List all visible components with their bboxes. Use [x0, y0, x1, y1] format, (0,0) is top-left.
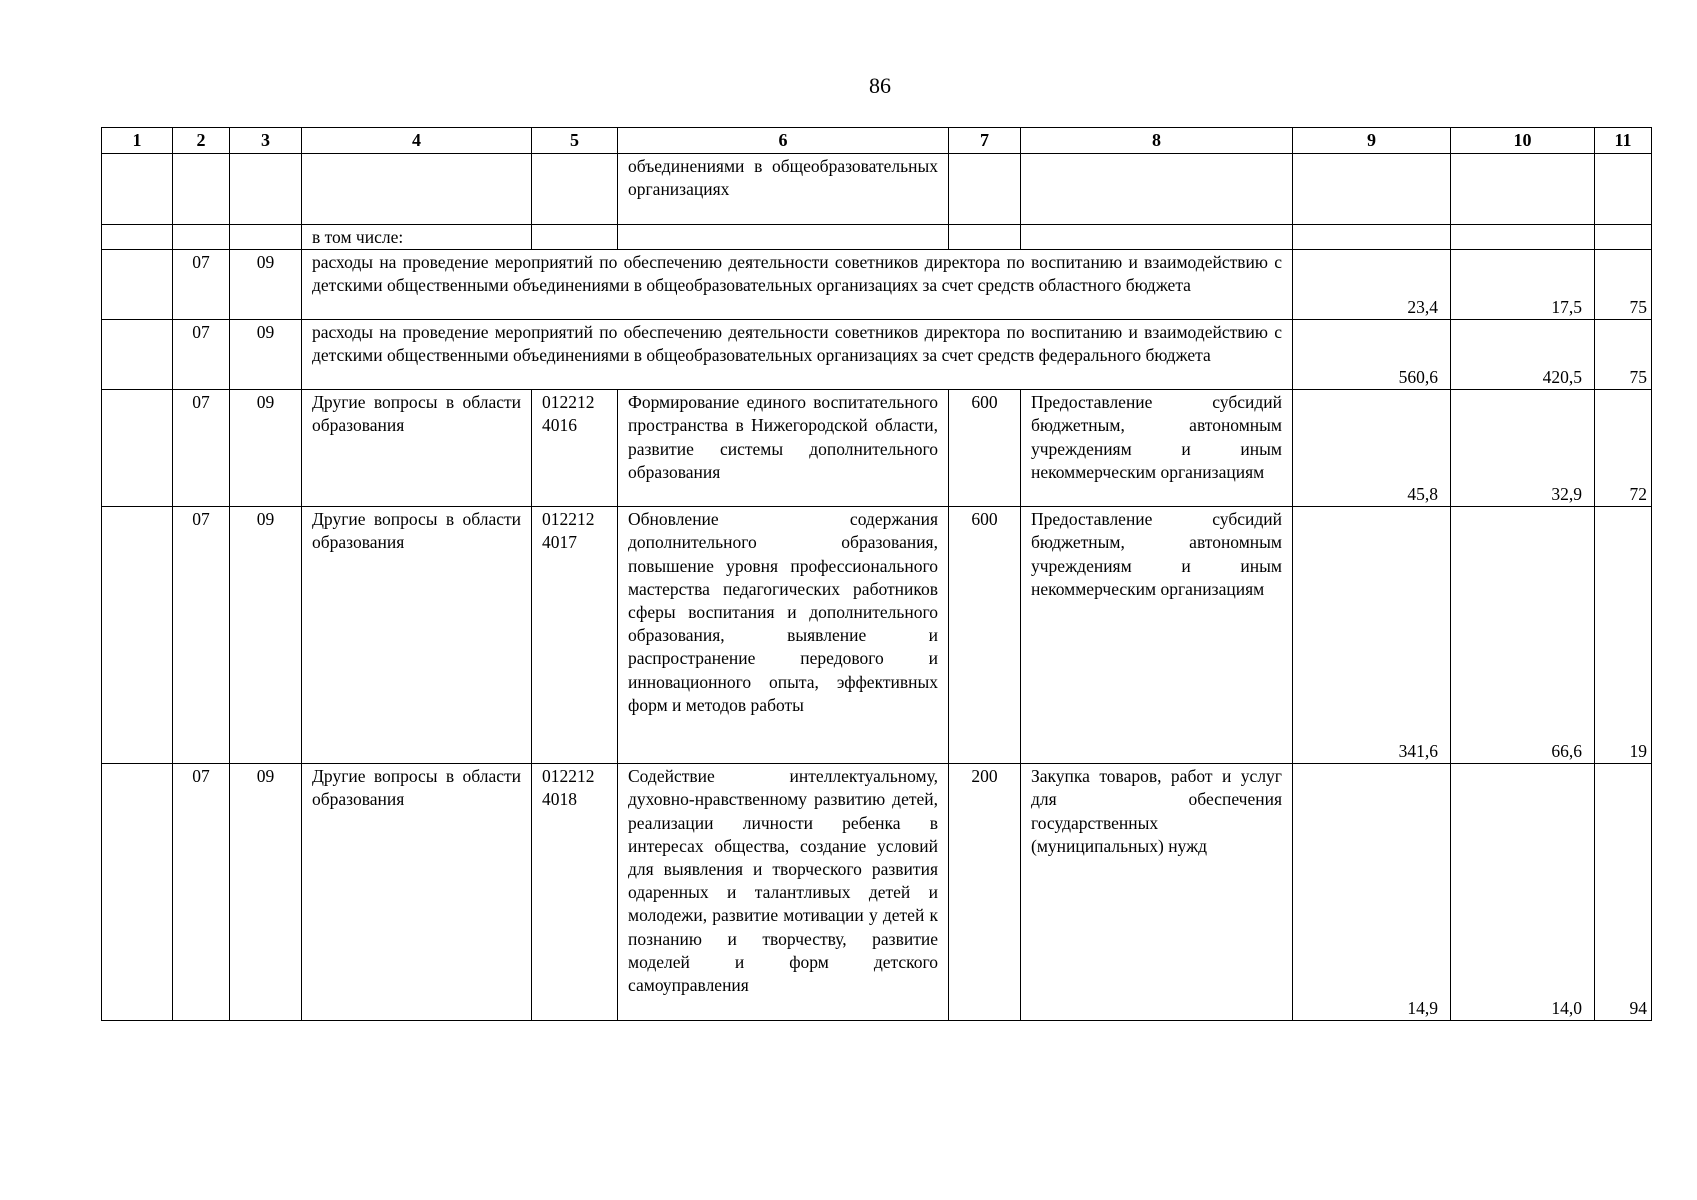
- target-code-cell: [532, 764, 618, 1021]
- table-row: [102, 250, 1652, 320]
- cell: [1021, 154, 1293, 225]
- value-col-9: 341,6: [1293, 507, 1451, 764]
- target-code-cell: [532, 507, 618, 764]
- target-code-part-1: 012212: [542, 509, 595, 530]
- value-col-10: 32,9: [1451, 390, 1595, 507]
- cell: [949, 154, 1021, 225]
- section-name-cell: Другие вопросы в области образования: [302, 764, 532, 1021]
- subsection-cell: 09: [230, 250, 302, 320]
- page-number: 86: [869, 73, 891, 98]
- cell: [1021, 225, 1293, 250]
- value-col-9: 45,8: [1293, 390, 1451, 507]
- cell: [102, 250, 173, 320]
- value-col-11: 19: [1595, 507, 1652, 764]
- table-row: [102, 154, 1652, 225]
- cell: [230, 225, 302, 250]
- cell: [102, 390, 173, 507]
- section-name-cell: Другие вопросы в области образования: [302, 390, 532, 507]
- section-cell: 07: [173, 320, 230, 390]
- value-col-10: 66,6: [1451, 507, 1595, 764]
- value-col-11: 94: [1595, 764, 1652, 1021]
- cell: [1293, 154, 1451, 225]
- table-row: [102, 225, 1652, 250]
- cell: [230, 154, 302, 225]
- cell: [949, 225, 1021, 250]
- purpose-cell: объединениями в общеобразовательных организациях: [618, 154, 949, 225]
- cell: [173, 154, 230, 225]
- target-code-cell: [532, 390, 618, 507]
- cell: [532, 154, 618, 225]
- expense-description-cell: расходы на проведение мероприятий по обеспечению деятельности советников директора по воспитанию и взаимодействию с детскими общественными объединениями в общеобразовательных организациях за счет средств федерального бюджета: [302, 320, 1293, 390]
- cell: [1451, 225, 1595, 250]
- value-col-11: 72: [1595, 390, 1652, 507]
- cell: [1595, 225, 1652, 250]
- expense-type-code-cell: 600: [949, 390, 1021, 507]
- target-code-part-2: 4016: [542, 415, 577, 436]
- cell: [302, 154, 532, 225]
- expense-type-name-cell: Предоставление субсидий бюджетным, автономным учреждениям и иным некоммерческим организациям: [1021, 507, 1293, 764]
- cell: [618, 225, 949, 250]
- value-col-9: 14,9: [1293, 764, 1451, 1021]
- section-cell: 07: [173, 250, 230, 320]
- expense-type-name-cell: Предоставление субсидий бюджетным, автономным учреждениям и иным некоммерческим организациям: [1021, 390, 1293, 507]
- header-col-10: 10: [1451, 128, 1595, 154]
- budget-table: [101, 127, 1652, 1021]
- cell: [1451, 154, 1595, 225]
- section-cell: 07: [173, 390, 230, 507]
- cell: [102, 764, 173, 1021]
- target-code-part-1: 012212: [542, 392, 595, 413]
- value-col-10: 14,0: [1451, 764, 1595, 1021]
- table-row: [102, 764, 1652, 1021]
- target-code-part-2: 4018: [542, 789, 577, 810]
- table-row: [102, 320, 1652, 390]
- target-code-part-1: 012212: [542, 766, 595, 787]
- subsection-cell: 09: [230, 390, 302, 507]
- cell: [1595, 154, 1652, 225]
- header-col-3: 3: [230, 128, 302, 154]
- section-cell: 07: [173, 764, 230, 1021]
- header-col-8: 8: [1021, 128, 1293, 154]
- subsection-cell: 09: [230, 764, 302, 1021]
- cell: [1293, 225, 1451, 250]
- subtotal-label-cell: в том числе:: [302, 225, 532, 250]
- expense-type-code-cell: 200: [949, 764, 1021, 1021]
- expense-description-cell: расходы на проведение мероприятий по обеспечению деятельности советников директора по воспитанию и взаимодействию с детскими общественными объединениями в общеобразовательных организациях за счет средств областного бюджета: [302, 250, 1293, 320]
- header-row: [102, 128, 1652, 154]
- header-col-11: 11: [1595, 128, 1652, 154]
- subsection-cell: 09: [230, 507, 302, 764]
- expense-type-code-cell: 600: [949, 507, 1021, 764]
- value-col-11: 75: [1595, 320, 1652, 390]
- cell: [102, 225, 173, 250]
- value-col-11: 75: [1595, 250, 1652, 320]
- cell: [173, 225, 230, 250]
- cell: [102, 507, 173, 764]
- table-row: [102, 507, 1652, 764]
- section-name-cell: Другие вопросы в области образования: [302, 507, 532, 764]
- cell: [102, 320, 173, 390]
- header-col-7: 7: [949, 128, 1021, 154]
- target-code-part-2: 4017: [542, 532, 577, 553]
- header-col-2: 2: [173, 128, 230, 154]
- header-col-9: 9: [1293, 128, 1451, 154]
- purpose-cell: Формирование единого воспитательного пространства в Нижегородской области, развитие системы дополнительного образования: [618, 390, 949, 507]
- value-col-9: 560,6: [1293, 320, 1451, 390]
- cell: [102, 154, 173, 225]
- header-col-5: 5: [532, 128, 618, 154]
- section-cell: 07: [173, 507, 230, 764]
- purpose-cell: Содействие интеллектуальному, духовно-нравственному развитию детей, реализации личности ребенка в интересах общества, создание условий для выявления и творческого развития одаренных и талантливых детей и молодежи, развитие мотивации у детей к познанию и творчеству, развитие моделей и форм детского самоуправления: [618, 764, 949, 1021]
- value-col-10: 17,5: [1451, 250, 1595, 320]
- expense-type-name-cell: Закупка товаров, работ и услуг для обеспечения государственных (муниципальных) нужд: [1021, 764, 1293, 1021]
- value-col-10: 420,5: [1451, 320, 1595, 390]
- table-row: [102, 390, 1652, 507]
- header-col-1: 1: [102, 128, 173, 154]
- header-col-6: 6: [618, 128, 949, 154]
- purpose-cell: Обновление содержания дополнительного образования, повышение уровня профессионального мастерства педагогических работников сферы воспитания и дополнительного образования, выявление и распространение передового и инновационного опыта, эффективных форм и методов работы: [618, 507, 949, 764]
- subsection-cell: 09: [230, 320, 302, 390]
- header-col-4: 4: [302, 128, 532, 154]
- cell: [532, 225, 618, 250]
- value-col-9: 23,4: [1293, 250, 1451, 320]
